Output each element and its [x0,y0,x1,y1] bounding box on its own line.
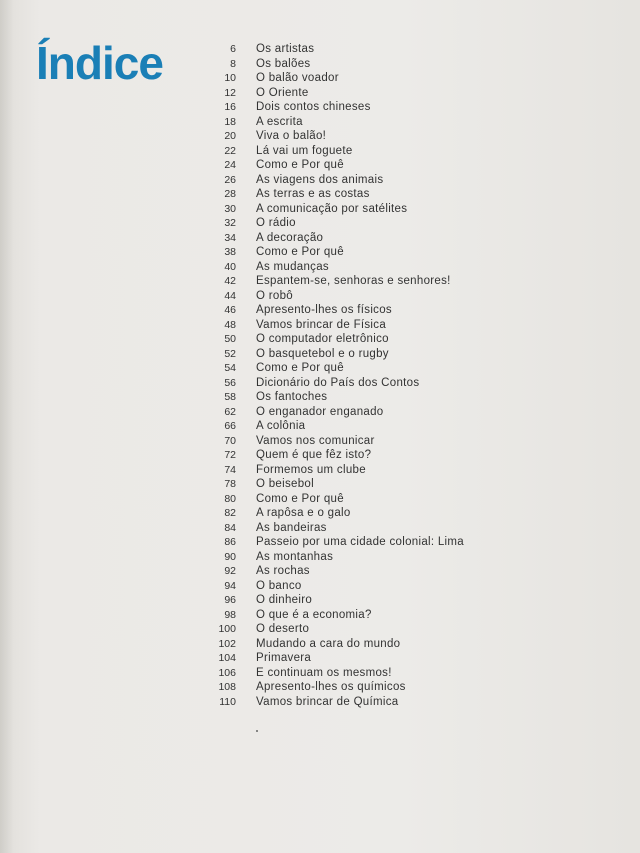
toc-entry [200,477,620,492]
toc-entry-title: Espantem-se, senhoras e senhores! [256,275,451,287]
toc-entry-title: O dinheiro [256,594,313,606]
toc-entry [200,332,620,347]
toc-entry [200,492,620,507]
toc-entry-title: A rapôsa e o galo [256,507,351,519]
toc-page-number: 102 [218,637,236,650]
toc-page-number: 86 [224,536,236,548]
toc-page-number: 80 [224,492,236,505]
toc-page-number: 34 [224,231,236,244]
toc-page-number: 62 [224,405,236,418]
toc-entry [200,521,620,536]
toc-entry [200,245,620,260]
toc-entry [200,57,620,72]
toc-page-number: 16 [224,101,236,113]
toc-entry [200,158,620,173]
toc-entry-title: As terras e as costas [256,188,370,200]
toc-entry-title: A escrita [256,115,303,128]
toc-entry [200,86,620,101]
toc-entry [200,608,620,623]
toc-page-number: 70 [224,434,236,447]
toc-entry [200,289,620,304]
toc-entry-title: Formemos um clube [256,463,366,476]
toc-entry-title: Os fantoches [256,391,328,403]
toc-entry-title: Vamos brincar de Química [256,695,399,708]
toc-page-number: 100 [218,623,236,635]
toc-page-number: 82 [224,507,236,519]
toc-entry [200,347,620,362]
toc-entry-title: Passeio por uma cidade colonial: Lima [256,536,464,548]
page-title: Índice [36,37,163,89]
toc-entry-title: A comunicação por satélites [256,202,408,215]
toc-page-number: 96 [224,594,236,606]
toc-entry-title: As bandeiras [256,521,327,534]
toc-page-number: 54 [224,362,236,374]
toc-entry-title: O basquetebol e o rugby [256,347,389,360]
toc-entry [200,260,620,275]
toc-page-number: 10 [224,72,236,84]
toc-entry [200,100,620,115]
toc-entry [200,637,620,652]
toc-entry-title: As montanhas [256,550,334,563]
toc-entry [200,390,620,405]
toc-entry-title: Dois contos chineses [256,101,371,113]
toc-entry [200,405,620,420]
toc-page-number: 24 [224,159,236,171]
toc-page-number: 110 [219,695,236,708]
table-of-contents [200,42,620,709]
toc-entry-title: O rádio [256,217,296,229]
toc-entry [200,579,620,594]
toc-entry-title: A decoração [256,231,324,244]
toc-page-number: 56 [224,376,236,389]
toc-entry [200,144,620,159]
toc-entry-title: O computador eletrônico [256,333,389,345]
toc-page-number: 84 [224,521,236,534]
toc-entry-title: O Oriente [256,86,309,99]
toc-entry [200,593,620,608]
toc-page-number: 42 [224,275,236,287]
toc-page-number: 8 [230,57,236,70]
toc-entry-title: Mudando a cara do mundo [256,637,401,650]
toc-entry [200,680,620,695]
toc-page-number: 44 [224,289,236,302]
toc-entry-title: Viva o balão! [256,130,327,142]
toc-page-number: 58 [224,391,236,403]
toc-entry-title: Primavera [256,652,312,664]
toc-entry [200,564,620,579]
toc-page-number: 38 [224,246,236,258]
toc-entry-title: O banco [256,579,302,592]
toc-page-number: 98 [224,608,236,621]
toc-entry [200,187,620,202]
toc-entry-title: Como e Por quê [256,159,344,171]
toc-entry [200,231,620,246]
toc-page-number: 106 [218,666,236,679]
toc-page-number: 20 [224,130,236,142]
toc-entry [200,535,620,550]
toc-entry [200,361,620,376]
toc-entry-title: O enganador enganado [256,405,384,418]
toc-entry [200,651,620,666]
toc-entry [200,303,620,318]
toc-entry-title: O beisebol [256,478,314,490]
toc-entry-title: Vamos nos comunicar [256,434,375,447]
toc-entry [200,115,620,130]
toc-entry [200,129,620,144]
toc-entry [200,550,620,565]
toc-entry [200,71,620,86]
toc-entry-title: O deserto [256,623,310,635]
toc-page-number: 6 [230,43,236,55]
toc-page-number: 50 [224,333,236,345]
toc-entry [200,274,620,289]
toc-entry-title: Os balões [256,57,311,70]
toc-page-number: 32 [224,217,236,229]
toc-entry [200,216,620,231]
toc-entry-title: As viagens dos animais [256,173,384,186]
toc-entry-title: Os artistas [256,43,315,55]
toc-entry-title: Apresento-lhes os químicos [256,681,406,693]
toc-entry-title: As mudanças [256,260,329,273]
toc-entry-title: Como e Por quê [256,362,344,374]
toc-entry-title: Como e Por quê [256,246,344,258]
toc-entry-title: Apresento-lhes os físicos [256,304,392,316]
toc-entry [200,434,620,449]
toc-page-number: 72 [224,449,236,461]
toc-entry [200,42,620,57]
toc-entry-title: O balão voador [256,72,339,84]
toc-entry [200,376,620,391]
toc-entry [200,463,620,478]
toc-page-number: 46 [224,304,236,316]
toc-page-number: 74 [224,463,236,476]
toc-page-number: 108 [218,681,236,693]
toc-page-number: 22 [224,144,236,157]
toc-entry-title: O robô [256,289,293,302]
toc-entry [200,506,620,521]
toc-entry [200,622,620,637]
toc-entry [200,173,620,188]
toc-page-number: 94 [224,579,236,592]
toc-page-number: 40 [224,260,236,273]
toc-entry [200,666,620,681]
toc-entry-title: Quem é que fêz isto? [256,449,372,461]
toc-entry [200,419,620,434]
toc-entry-title: Lá vai um foguete [256,144,353,157]
toc-entry [200,448,620,463]
toc-page-number: 30 [224,202,236,215]
toc-entry-title: As rochas [256,565,310,577]
toc-page-number: 66 [224,420,236,432]
toc-page-number: 26 [224,173,236,186]
toc-page-number: 28 [224,188,236,200]
toc-page-number: 90 [224,550,236,563]
toc-entry-title: Como e Por quê [256,492,344,505]
toc-page-number: 92 [224,565,236,577]
toc-entry-title: A colônia [256,420,306,432]
toc-page-number: 104 [218,652,236,664]
toc-entry-title: Dicionário do País dos Contos [256,376,420,389]
toc-page-number: 78 [224,478,236,490]
toc-page-number: 52 [224,347,236,360]
toc-entry-title: O que é a economia? [256,608,372,621]
toc-entry [200,318,620,333]
toc-entry [200,202,620,217]
toc-page-number: 18 [224,115,236,128]
paper-speck [256,730,258,732]
toc-page-number: 12 [224,86,236,99]
toc-entry-title: Vamos brincar de Física [256,318,387,331]
toc-entry [200,695,620,710]
toc-entry-title: E continuam os mesmos! [256,666,392,679]
toc-page-number: 48 [224,318,236,331]
